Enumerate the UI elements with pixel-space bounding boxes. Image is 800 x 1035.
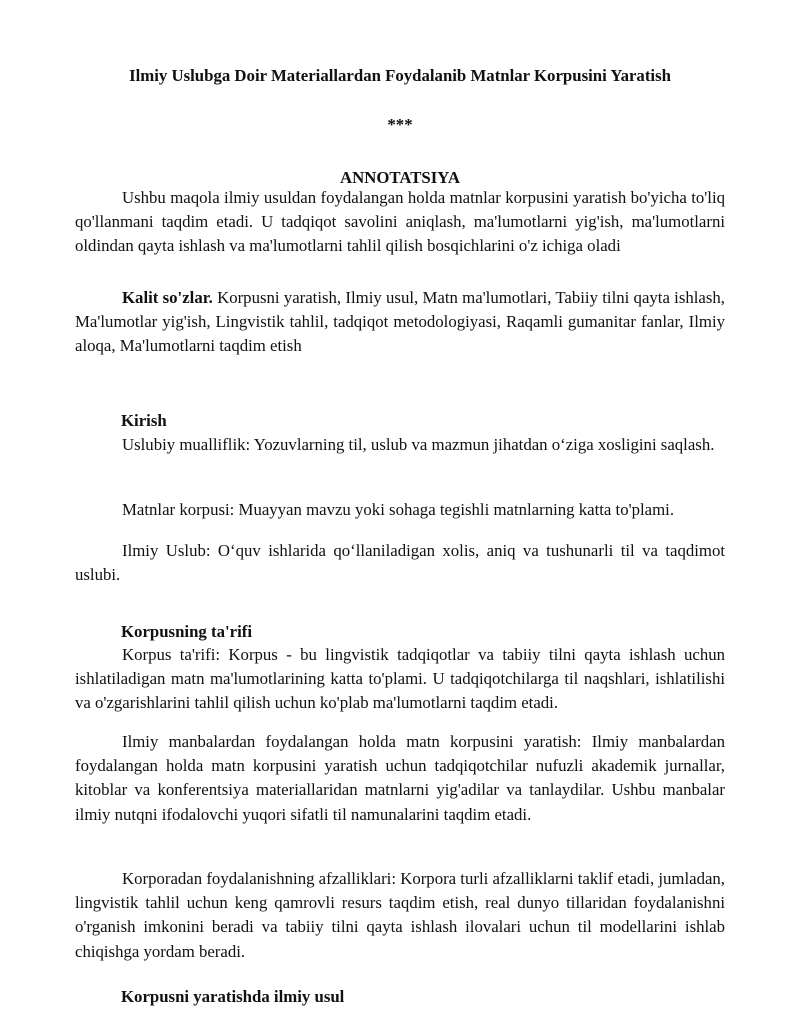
keywords-paragraph bbox=[75, 286, 725, 359]
section-heading-intro: Kirish bbox=[121, 411, 167, 430]
keywords-label: Kalit so'zlar. bbox=[122, 288, 213, 307]
separator: *** bbox=[387, 115, 413, 134]
definition-paragraph-1: Korpus ta'rifi: Korpus - bu lingvistik tadqiqotlar va tabiiy tilni qayta ishlash uchun ishlatiladigan matn ma'lumotlarining katta to'plami. U tadqiqotchilarga til naqshlari, ishlatilishi va o'zgarishlarini tahlil qilish uchun ko'plab ma'lumotlarni taqdim etadi. bbox=[75, 645, 725, 713]
document-title: Ilmiy Uslubga Doir Materiallardan Foydalanib Matnlar Korpusini Yaratish bbox=[129, 66, 671, 85]
intro-paragraph-2: Matnlar korpusi: Muayyan mavzu yoki sohaga tegishli matnlarning katta to'plami. bbox=[122, 500, 675, 519]
keywords-text: Korpusni yaratish, Ilmiy usul, Matn ma'lumotlari, Tabiiy tilni qayta ishlash, Ma'lumotlar yig'ish, Lingvistik tahlil, tadqiqot metodologiyasi, Raqamli gumanitar fanlar, Ilmiy aloqa, Ma'lumotlarni taqdim etish bbox=[75, 288, 725, 356]
intro-paragraph-3: Ilmiy Uslub: O‘quv ishlarida qo‘llaniladigan xolis, aniq va tushunarli til va taqdimot uslubi. bbox=[75, 541, 725, 585]
intro-paragraph-1: Uslubiy mualliflik: Yozuvlarning til, uslub va mazmun jihatdan o‘ziga xosligini saqlash. bbox=[122, 435, 715, 454]
abstract-paragraph: Ushbu maqola ilmiy usuldan foydalangan holda matnlar korpusini yaratish bo'yicha to'liq qo'llanmani taqdim etadi. U tadqiqot savolini aniqlash, ma'lumotlarni yig'ish, ma'lumotlarni oldindan qayta ishlash va ma'lumotlarni tahlil qilish bosqichlarini o'z ichiga oladi bbox=[75, 188, 725, 256]
section-heading-method: Korpusni yaratishda ilmiy usul bbox=[121, 987, 345, 1006]
definition-paragraph-3: Korporadan foydalanishning afzalliklari: Korpora turli afzalliklarni taklif etadi, jumladan, lingvistik tahlil uchun keng qamrovli resurs taqdim etish, real dunyo tillaridan foydalanishni o'rganish imkonini beradi va tabiiy tilni qayta ishlash ilovalari uchun til modellarini ishlab chiqishga yordam beradi. bbox=[75, 869, 725, 961]
definition-paragraph-2: Ilmiy manbalardan foydalangan holda matn korpusini yaratish: Ilmiy manbalardan foydalangan holda matn korpusini yaratish uchun tadqiqotchilar nufuzli akademik jurnallar, kitoblar va konferentsiya materiallaridan matnlarni yig'adilar va tanlaydilar. Ushbu manbalar ilmiy nutqni ifodalovchi yuqori sifatli til namunalarini taqdim etadi. bbox=[75, 732, 725, 824]
abstract-heading: ANNOTATSIYA bbox=[340, 168, 460, 187]
section-heading-definition: Korpusning ta'rifi bbox=[121, 622, 253, 641]
